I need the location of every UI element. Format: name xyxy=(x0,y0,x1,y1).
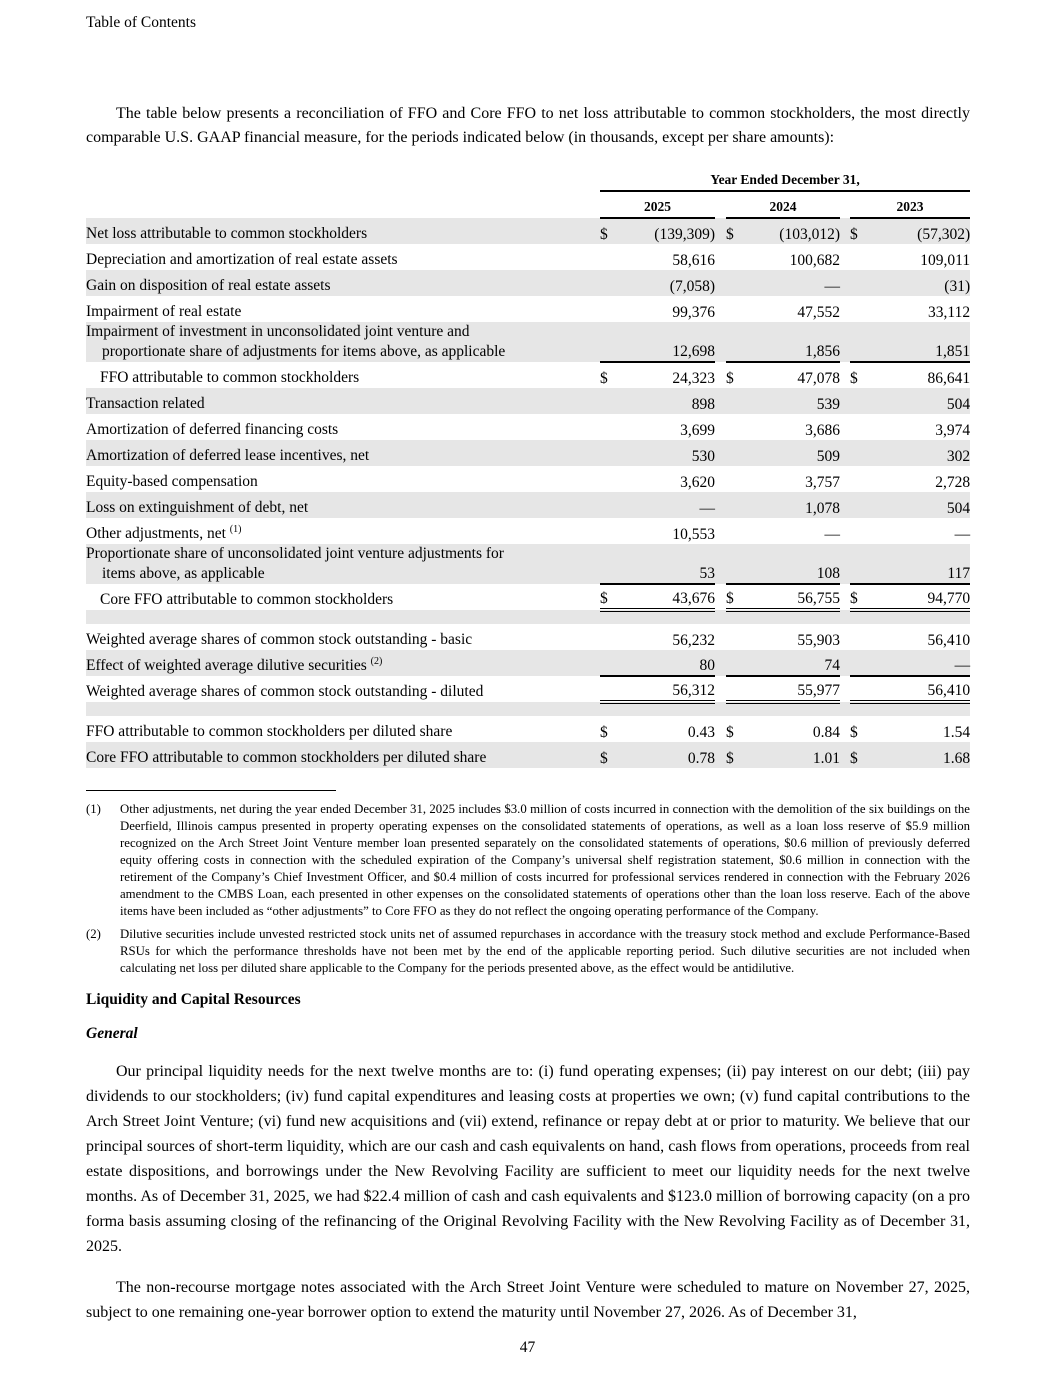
dollar-sign-cell xyxy=(726,322,748,362)
value-cell: 80 xyxy=(622,650,715,676)
table-row xyxy=(86,296,970,322)
dollar-sign-cell xyxy=(850,296,872,322)
footnote-2-number: (2) xyxy=(86,927,101,941)
column-gap xyxy=(840,414,850,440)
table-row xyxy=(86,518,970,544)
row-label: Core FFO attributable to common stockholders per diluted share xyxy=(86,742,600,768)
value-cell: 1.54 xyxy=(942,724,971,741)
value-cell: 109,011 xyxy=(920,252,971,269)
table-row xyxy=(86,218,970,244)
dollar-sign-cell xyxy=(726,440,748,466)
value-cell: (57,302) xyxy=(872,218,970,244)
value-cell: 530 xyxy=(622,440,715,466)
table-row xyxy=(86,650,970,676)
dollar-sign-cell: $ xyxy=(600,584,622,610)
column-gap xyxy=(715,440,726,466)
table-row xyxy=(86,624,970,650)
value-cell: 47,078 xyxy=(797,370,840,387)
value-cell: 10,553 xyxy=(672,526,715,543)
table-spacer-row xyxy=(86,610,970,624)
column-gap xyxy=(715,742,726,768)
dollar-sign-cell xyxy=(726,492,748,518)
value-cell: 3,974 xyxy=(935,422,971,439)
column-gap xyxy=(715,676,726,702)
dollar-sign-cell: $ xyxy=(600,218,622,244)
value-cell: 1.01 xyxy=(748,742,840,768)
value-cell: (103,012) xyxy=(748,218,840,244)
dollar-sign-cell xyxy=(726,544,748,584)
dollar-sign-cell xyxy=(600,296,622,322)
value-cell: 0.84 xyxy=(812,724,840,741)
dollar-sign-cell xyxy=(850,388,872,414)
value-cell: 3,686 xyxy=(805,422,840,439)
column-gap xyxy=(715,218,726,244)
dollar-sign-cell xyxy=(726,414,748,440)
dollar-sign-cell xyxy=(726,650,748,676)
general-subheading: General xyxy=(86,1025,138,1042)
row-label: Loss on extinguishment of debt, net xyxy=(86,492,600,518)
table-spacer-row xyxy=(86,702,970,716)
dollar-sign-cell: $ xyxy=(726,724,734,741)
column-gap xyxy=(840,518,850,544)
dollar-sign-cell: $ xyxy=(600,370,608,387)
table-row xyxy=(86,322,970,362)
row-label: Proportionate share of unconsolidated joint venture adjustments for items above, as applicable xyxy=(86,544,600,584)
dollar-sign-cell xyxy=(850,544,872,584)
column-gap xyxy=(840,218,850,244)
column-gap xyxy=(715,650,726,676)
dollar-sign-cell xyxy=(850,518,872,544)
page-content xyxy=(0,14,1055,1325)
table-row xyxy=(86,676,970,702)
value-cell: — xyxy=(954,526,971,543)
table-row xyxy=(86,244,970,270)
dollar-sign-cell xyxy=(850,676,872,702)
row-label: Impairment of real estate xyxy=(86,303,242,320)
dollar-sign-cell xyxy=(850,492,872,518)
value-cell: 56,232 xyxy=(672,632,715,649)
dollar-sign-cell: $ xyxy=(726,370,734,387)
column-gap xyxy=(840,466,850,492)
row-label: Transaction related xyxy=(86,388,600,414)
value-cell: 1,078 xyxy=(748,492,840,518)
row-label: Equity-based compensation xyxy=(86,473,258,490)
value-cell: 0.78 xyxy=(622,742,715,768)
table-row xyxy=(86,466,970,492)
column-gap xyxy=(715,584,726,610)
value-cell: 3,699 xyxy=(680,422,715,439)
row-label: Weighted average shares of common stock outstanding - basic xyxy=(86,631,473,648)
row-label: Net loss attributable to common stockholders xyxy=(86,218,600,244)
column-gap xyxy=(715,518,726,544)
row-label: Amortization of deferred lease incentives, net xyxy=(86,440,600,466)
dollar-sign-cell xyxy=(726,624,748,650)
intro-paragraph: The table below presents a reconciliation of FFO and Core FFO to net loss attributable to common stockholders, the most directly comparable U.S. GAAP financial measure, for the periods indicated below (in thousands, except per share amounts): xyxy=(86,105,970,146)
column-gap xyxy=(715,492,726,518)
column-gap xyxy=(840,624,850,650)
row-label: Amortization of deferred financing costs xyxy=(86,421,339,438)
row-label: Effect of weighted average dilutive securities $^{(2)}$ xyxy=(86,650,600,676)
row-label: Gain on disposition of real estate assets xyxy=(86,270,600,296)
footnote-1-text: Other adjustments, net during the year ended December 31, 2025 includes $3.0 million of costs incurred in connection with the demolition of the six buildings on the Deerfield, Illinois campus presented in property operating expenses on the consolidated statements of operations, as well as a loan loss reserve of $5.9 million recognized on the Arch Street Joint Venture member loan presented separately on the consolidated statements of operations, $0.6 million of previously deferred equity offering costs in connection with the scheduled expiration of the Company’s universal shelf registration statement, $0.6 million in connection with the retirement of the Company’s Chief Investment Officer, and $0.4 million of costs incurred for professional services rendered in connection with the February 2026 amendment to the CMBS Loan, each presented in other expenses on the consolidated statements of operations other than the loan loss reserve. Each of the above items have been included as “other adjustments” to Core FFO as they do not reflect the ongoing operating performance of the Company. xyxy=(120,802,970,918)
dollar-sign-cell: $ xyxy=(850,370,858,387)
table-row xyxy=(86,584,970,610)
value-cell: 3,620 xyxy=(680,474,715,491)
value-cell: — xyxy=(824,526,840,543)
year-column-2023: 2023 xyxy=(850,191,970,218)
value-cell: 100,682 xyxy=(789,252,840,269)
value-cell: 56,755 xyxy=(748,584,840,610)
ffo-reconciliation-table xyxy=(86,166,970,768)
value-cell: 24,323 xyxy=(672,370,715,387)
table-row xyxy=(86,440,970,466)
value-cell: 56,410 xyxy=(927,632,971,649)
column-gap xyxy=(715,414,726,440)
footnote-reference: (2) xyxy=(370,655,383,667)
value-cell: 0.43 xyxy=(687,724,715,741)
row-label: FFO attributable to common stockholders per diluted share xyxy=(86,723,453,740)
dollar-sign-cell xyxy=(850,650,872,676)
column-gap xyxy=(840,716,850,742)
page-number: 47 xyxy=(519,1339,536,1356)
column-gap xyxy=(840,322,850,362)
table-row xyxy=(86,362,970,388)
row-label: Core FFO attributable to common stockholders xyxy=(100,591,394,608)
dollar-sign-cell xyxy=(850,624,872,650)
dollar-sign-cell: $ xyxy=(850,724,858,741)
dollar-sign-cell xyxy=(600,414,622,440)
value-cell: — xyxy=(748,270,840,296)
dollar-sign-cell xyxy=(600,492,622,518)
value-cell: 55,977 xyxy=(748,676,840,702)
footnote-2 xyxy=(86,926,970,977)
value-cell: 539 xyxy=(748,388,840,414)
value-cell: — xyxy=(622,492,715,518)
value-cell: 33,112 xyxy=(928,304,971,321)
value-cell: 56,312 xyxy=(622,676,715,702)
dollar-sign-cell xyxy=(850,466,872,492)
value-cell: 55,903 xyxy=(797,632,840,649)
liquidity-paragraph-1: Our principal liquidity needs for the next twelve months are to: (i) fund operating expenses; (ii) pay interest on our debt; (iii) pay dividends to our stockholders; (iv) fund capital expenditures and leasing costs at properties we own; (v) fund capital contributions to the Arch Street Joint Venture; (vi) fund new acquisitions and (vii) extend, refinance or repay debt at or prior to maturity. We believe that our principal sources of short-term liquidity, which are our cash and cash equivalents on hand, cash flows from operations, proceeds from real estate dispositions, and borrowings under the New Revolving Facility are sufficient to meet our liquidity needs for the next twelve months. As of December 31, 2025, we had $22.4 million of cash and cash equivalents and $123.0 million of borrowing capacity (on a pro forma basis assuming closing of the refinancing of the Original Revolving Facility with the New Revolving Facility as of December 31, 2025. xyxy=(86,1063,970,1255)
column-gap xyxy=(840,296,850,322)
dollar-sign-cell xyxy=(600,388,622,414)
footnote-separator xyxy=(86,790,336,791)
value-cell: 3,757 xyxy=(805,474,840,491)
table-row xyxy=(86,544,970,584)
dollar-sign-cell: $ xyxy=(850,584,872,610)
row-label: FFO attributable to common stockholders xyxy=(100,369,360,386)
value-cell: 117 xyxy=(872,544,970,584)
column-gap xyxy=(715,244,726,270)
row-label: Weighted average shares of common stock outstanding - diluted xyxy=(86,683,484,700)
column-gap xyxy=(840,244,850,270)
footnote-reference: (1) xyxy=(229,523,242,535)
dollar-sign-cell xyxy=(600,650,622,676)
dollar-sign-cell xyxy=(600,244,622,270)
value-cell: 47,552 xyxy=(797,304,840,321)
table-of-contents-link[interactable]: Table of Contents xyxy=(86,14,196,31)
column-gap xyxy=(840,676,850,702)
value-cell: 99,376 xyxy=(672,304,715,321)
dollar-sign-cell xyxy=(850,322,872,362)
dollar-sign-cell: $ xyxy=(850,218,872,244)
column-gap xyxy=(840,584,850,610)
dollar-sign-cell xyxy=(726,676,748,702)
year-column-2024: 2024 xyxy=(726,191,840,218)
column-gap xyxy=(715,388,726,414)
column-gap xyxy=(715,322,726,362)
dollar-sign-cell xyxy=(600,466,622,492)
value-cell: 74 xyxy=(748,650,840,676)
column-gap xyxy=(840,544,850,584)
dollar-sign-cell xyxy=(600,440,622,466)
dollar-sign-cell xyxy=(850,440,872,466)
column-gap xyxy=(840,388,850,414)
dollar-sign-cell xyxy=(850,270,872,296)
dollar-sign-cell: $ xyxy=(850,742,872,768)
value-cell: 302 xyxy=(872,440,970,466)
dollar-sign-cell xyxy=(600,676,622,702)
table-row xyxy=(86,742,970,768)
value-cell: 504 xyxy=(872,492,970,518)
footnote-1-number: (1) xyxy=(86,802,101,816)
dollar-sign-cell xyxy=(600,544,622,584)
table-row xyxy=(86,270,970,296)
column-gap xyxy=(840,362,850,388)
column-gap xyxy=(840,650,850,676)
dollar-sign-cell: $ xyxy=(726,218,748,244)
value-cell: 43,676 xyxy=(622,584,715,610)
column-gap xyxy=(840,742,850,768)
table-row xyxy=(86,388,970,414)
dollar-sign-cell xyxy=(726,244,748,270)
value-cell: (31) xyxy=(872,270,970,296)
value-cell: 56,410 xyxy=(872,676,970,702)
dollar-sign-cell xyxy=(726,296,748,322)
row-label: Impairment of investment in unconsolidated joint venture and proportionate share of adjustments for items above, as applicable xyxy=(86,322,600,362)
dollar-sign-cell xyxy=(726,518,748,544)
value-cell: 509 xyxy=(748,440,840,466)
dollar-sign-cell xyxy=(600,270,622,296)
value-cell: (7,058) xyxy=(622,270,715,296)
value-cell: 108 xyxy=(748,544,840,584)
dollar-sign-cell: $ xyxy=(726,742,748,768)
footnote-1 xyxy=(86,801,970,920)
column-gap xyxy=(715,296,726,322)
dollar-sign-cell xyxy=(726,388,748,414)
dollar-sign-cell xyxy=(600,624,622,650)
table-row xyxy=(86,716,970,742)
value-cell: 86,641 xyxy=(927,370,971,387)
column-gap xyxy=(715,466,726,492)
footnote-2-text: Dilutive securities include unvested restricted stock units net of assumed repurchases in accordance with the treasury stock method and exclude Performance-Based RSUs for which the performance thresholds have not been met by the end of the applicable reporting period. Such dilutive securities are not included when calculating net loss per diluted share applicable to the Company for the periods presented above, as the effect would be antidilutive. xyxy=(120,927,970,975)
column-gap xyxy=(715,362,726,388)
dollar-sign-cell xyxy=(850,244,872,270)
value-cell: 94,770 xyxy=(872,584,970,610)
value-cell: 2,728 xyxy=(935,474,971,491)
column-gap xyxy=(715,270,726,296)
dollar-sign-cell xyxy=(600,518,622,544)
value-cell: 504 xyxy=(872,388,970,414)
value-cell: 58,616 xyxy=(672,252,715,269)
period-header: Year Ended December 31, xyxy=(600,166,970,191)
dollar-sign-cell: $ xyxy=(600,724,608,741)
value-cell: 1,851 xyxy=(872,322,970,362)
value-cell: (139,309) xyxy=(622,218,715,244)
row-label: Other adjustments, net $^{(1)}$ xyxy=(86,523,242,542)
column-gap xyxy=(715,716,726,742)
value-cell: 1.68 xyxy=(872,742,970,768)
dollar-sign-cell xyxy=(600,322,622,362)
value-cell: — xyxy=(872,650,970,676)
table-period-header-row xyxy=(86,166,970,191)
table-row xyxy=(86,414,970,440)
table-year-header-row xyxy=(86,191,970,218)
value-cell: 53 xyxy=(622,544,715,584)
year-column-2025: 2025 xyxy=(600,191,715,218)
value-cell: 1,856 xyxy=(748,322,840,362)
table-row xyxy=(86,492,970,518)
value-cell: 898 xyxy=(622,388,715,414)
column-gap xyxy=(715,624,726,650)
row-label: Depreciation and amortization of real estate assets xyxy=(86,251,398,268)
dollar-sign-cell xyxy=(726,270,748,296)
liquidity-paragraph-2: The non-recourse mortgage notes associated with the Arch Street Joint Venture were scheduled to mature on November 27, 2025, subject to one remaining one-year borrower option to extend the maturity until November 27, 2026. As of December 31, xyxy=(86,1279,970,1321)
column-gap xyxy=(715,544,726,584)
dollar-sign-cell xyxy=(726,466,748,492)
column-gap xyxy=(840,492,850,518)
liquidity-heading: Liquidity and Capital Resources xyxy=(86,991,301,1008)
dollar-sign-cell xyxy=(850,414,872,440)
value-cell: 12,698 xyxy=(622,322,715,362)
column-gap xyxy=(840,270,850,296)
column-gap xyxy=(840,440,850,466)
dollar-sign-cell: $ xyxy=(726,584,748,610)
dollar-sign-cell: $ xyxy=(600,742,622,768)
